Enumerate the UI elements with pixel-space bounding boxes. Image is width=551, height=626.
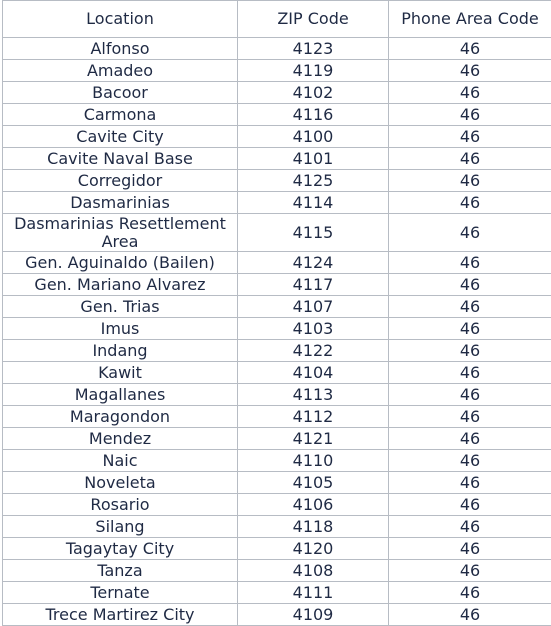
cell-zip-code: 4117 <box>238 274 389 296</box>
cell-phone-area-code: 46 <box>389 148 551 170</box>
cell-zip-code: 4108 <box>238 560 389 582</box>
cell-zip-code: 4105 <box>238 472 389 494</box>
cell-zip-code: 4119 <box>238 60 389 82</box>
cell-location: Maragondon <box>3 406 238 428</box>
table-row <box>3 192 551 214</box>
cell-phone-area-code: 46 <box>389 296 551 318</box>
cell-phone-area-code: 46 <box>389 494 551 516</box>
cell-location: Naic <box>3 450 238 472</box>
cell-phone-area-code: 46 <box>389 472 551 494</box>
cell-zip-code: 4104 <box>238 362 389 384</box>
cell-phone-area-code: 46 <box>389 82 551 104</box>
table-row <box>3 428 551 450</box>
cell-zip-code: 4113 <box>238 384 389 406</box>
cell-phone-area-code: 46 <box>389 604 551 626</box>
cell-phone-area-code: 46 <box>389 428 551 450</box>
table-row <box>3 274 551 296</box>
zip-code-table-container <box>2 0 551 626</box>
header-phone-area-code: Phone Area Code <box>389 1 551 38</box>
cell-zip-code: 4118 <box>238 516 389 538</box>
table-row <box>3 494 551 516</box>
cell-location: Dasmarinias Resettlement Area <box>3 214 238 252</box>
cell-phone-area-code: 46 <box>389 60 551 82</box>
cell-phone-area-code: 46 <box>389 318 551 340</box>
table-row <box>3 362 551 384</box>
cell-zip-code: 4111 <box>238 582 389 604</box>
header-location: Location <box>3 1 238 38</box>
cell-phone-area-code: 46 <box>389 340 551 362</box>
cell-phone-area-code: 46 <box>389 38 551 60</box>
cell-phone-area-code: 46 <box>389 450 551 472</box>
cell-zip-code: 4106 <box>238 494 389 516</box>
cell-phone-area-code: 46 <box>389 362 551 384</box>
table-row <box>3 384 551 406</box>
cell-location: Alfonso <box>3 38 238 60</box>
cell-zip-code: 4116 <box>238 104 389 126</box>
table-row <box>3 472 551 494</box>
cell-location: Rosario <box>3 494 238 516</box>
cell-location: Mendez <box>3 428 238 450</box>
table-row <box>3 170 551 192</box>
table-row <box>3 82 551 104</box>
cell-phone-area-code: 46 <box>389 170 551 192</box>
cell-location: Carmona <box>3 104 238 126</box>
cell-location: Magallanes <box>3 384 238 406</box>
cell-location: Noveleta <box>3 472 238 494</box>
cell-zip-code: 4122 <box>238 340 389 362</box>
table-header-row <box>3 1 551 38</box>
cell-zip-code: 4115 <box>238 214 389 252</box>
cell-location: Cavite City <box>3 126 238 148</box>
cell-location: Indang <box>3 340 238 362</box>
cell-location: Silang <box>3 516 238 538</box>
table-row <box>3 214 551 252</box>
cell-location: Dasmarinias <box>3 192 238 214</box>
table-row <box>3 516 551 538</box>
table-row <box>3 148 551 170</box>
cell-zip-code: 4110 <box>238 450 389 472</box>
cell-zip-code: 4123 <box>238 38 389 60</box>
cell-location: Gen. Mariano Alvarez <box>3 274 238 296</box>
cell-zip-code: 4114 <box>238 192 389 214</box>
cell-location: Tanza <box>3 560 238 582</box>
cell-zip-code: 4120 <box>238 538 389 560</box>
table-row <box>3 60 551 82</box>
cell-location: Corregidor <box>3 170 238 192</box>
cell-location: Gen. Trias <box>3 296 238 318</box>
cell-location: Bacoor <box>3 82 238 104</box>
table-row <box>3 38 551 60</box>
cell-location: Tagaytay City <box>3 538 238 560</box>
cell-location: Imus <box>3 318 238 340</box>
cell-phone-area-code: 46 <box>389 252 551 274</box>
cell-phone-area-code: 46 <box>389 126 551 148</box>
cell-zip-code: 4109 <box>238 604 389 626</box>
table-row <box>3 582 551 604</box>
zip-code-table <box>2 0 551 626</box>
table-row <box>3 126 551 148</box>
header-zip-code: ZIP Code <box>238 1 389 38</box>
cell-zip-code: 4124 <box>238 252 389 274</box>
table-row <box>3 604 551 626</box>
table-row <box>3 538 551 560</box>
cell-location: Kawit <box>3 362 238 384</box>
cell-zip-code: 4121 <box>238 428 389 450</box>
cell-phone-area-code: 46 <box>389 560 551 582</box>
table-row <box>3 104 551 126</box>
cell-zip-code: 4103 <box>238 318 389 340</box>
cell-zip-code: 4102 <box>238 82 389 104</box>
cell-phone-area-code: 46 <box>389 516 551 538</box>
cell-phone-area-code: 46 <box>389 274 551 296</box>
cell-location: Cavite Naval Base <box>3 148 238 170</box>
cell-zip-code: 4101 <box>238 148 389 170</box>
cell-phone-area-code: 46 <box>389 384 551 406</box>
cell-phone-area-code: 46 <box>389 104 551 126</box>
table-row <box>3 296 551 318</box>
cell-phone-area-code: 46 <box>389 192 551 214</box>
table-row <box>3 560 551 582</box>
cell-location: Gen. Aguinaldo (Bailen) <box>3 252 238 274</box>
cell-phone-area-code: 46 <box>389 582 551 604</box>
cell-phone-area-code: 46 <box>389 214 551 252</box>
cell-location: Trece Martirez City <box>3 604 238 626</box>
cell-phone-area-code: 46 <box>389 538 551 560</box>
cell-zip-code: 4125 <box>238 170 389 192</box>
cell-zip-code: 4112 <box>238 406 389 428</box>
table-row <box>3 318 551 340</box>
cell-phone-area-code: 46 <box>389 406 551 428</box>
cell-zip-code: 4107 <box>238 296 389 318</box>
cell-zip-code: 4100 <box>238 126 389 148</box>
table-row <box>3 252 551 274</box>
cell-location: Amadeo <box>3 60 238 82</box>
table-body <box>3 38 551 626</box>
table-row <box>3 340 551 362</box>
table-row <box>3 450 551 472</box>
table-row <box>3 406 551 428</box>
cell-location: Ternate <box>3 582 238 604</box>
